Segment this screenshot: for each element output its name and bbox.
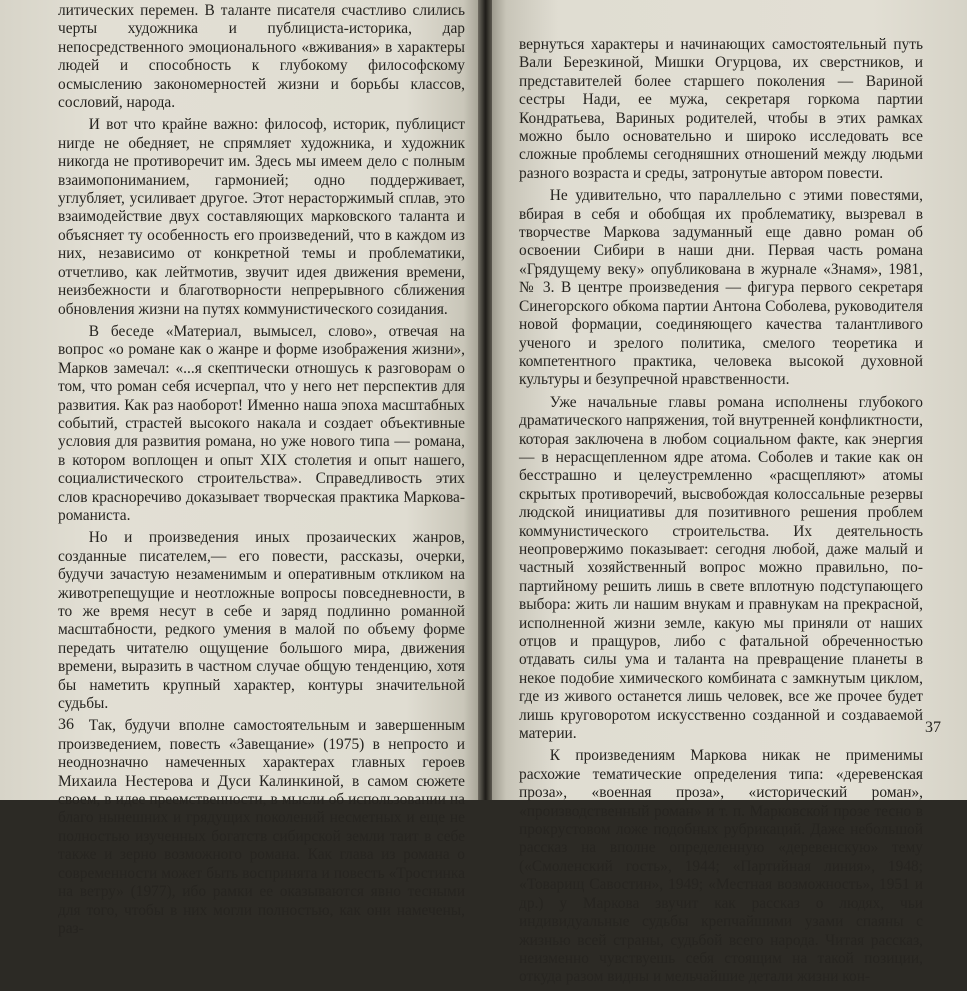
left-paragraph-5: Так, будучи вполне самостоятельным и завершенным произведением, повесть «Завещание» (1975) в непросто и неоднозначно намеченных характерах главных героев Михаила Нестерова и Дуси Калинкиной, в самом сюжете своем, в идее преемственности, в мысли об использовании на благо нынешних и грядущих поколений несметных и еще не полностью изученных богатств сибирской земли таит в себе также и зерно возможного романа. Как глава из романа о современности может быть воспринята и повесть «Тростинка на ветру» (1977), ибо рамки ее оказываются явно тесными для того, чтобы в них могли полностью, как они намечены, раз- (58, 717, 465, 937)
book-gutter (478, 0, 492, 800)
right-paragraph-2: Не удивительно, что параллельно с этими повестями, вбирая в себя и обобщая их проблематику, вызревал в творчестве Маркова задуманный еще давно роман об освоении Сибири в наши дни. Первая часть романа «Грядущему веку» опубликована в журнале «Знамя», 1981, № 3. В центре произведения — фигура первого секретаря Синегорского обкома партии Антона Соболева, руководителя новой формации, соединяющего качества талантливого ученого и зрелого политика, смелого теоретика и компетентного практика, человека высокой духовной культуры и безупречной нравственности. (519, 187, 923, 389)
left-page-text (58, 2, 465, 942)
left-paragraph-1: литических перемен. В таланте писателя счастливо слились черты художника и публициста-историка, дар непосредственного эмоционального «вживания» в характеры людей и способность к глубокому философскому осмыслению закономерностей жизни и борьбы классов, сословий, народа. (58, 2, 465, 112)
left-paragraph-4: Но и произведения иных прозаических жанров, созданные писателем,— его повести, рассказы, очерки, будучи зачастую незаменимым и оперативным откликом на животрепещущие и неотложные вопросы повседневности, в то же время несут в себе и заряд подлинно романной масштабности, редкого умения в малой по объему форме передать читателю ощущение большого мира, движения времени, выразить в частном случае общую тенденцию, хотя бы наметить крупный характер, контуры значительной судьбы. (58, 529, 465, 713)
right-paragraph-1: вернуться характеры и начинающих самостоятельный путь Вали Березкиной, Мишки Огурцова, их сверстников, и представителей более старшего поколения — Вариной сестры Нади, ее мужа, секретаря горкома партии Кондратьева, Вариных родителей, чтобы в этих рамках можно было основательно и широко исследовать все сложные проблемы сегодняшних отношений между людьми разного возраста и среды, затронутые автором повести. (519, 36, 923, 182)
left-paragraph-3: В беседе «Материал, вымысел, слово», отвечая на вопрос «о романе как о жанре и форме изображения жизни», Марков замечал: «...я скептически отношусь к разговорам о том, что роман себя исчерпал, что у него нет перспектив для развития. Как раз наоборот! Именно наша эпоха масштабных событий, страстей высокого накала и создает объективные условия для развития романа, но уже нового типа — романа, в котором воплощен и опыт XIX столетия и опыт нашего, социалистического строительства». Справедливость этих слов красноречиво доказывает творческая практика Маркова-романиста. (58, 322, 465, 524)
left-paragraph-2: И вот что крайне важно: философ, историк, публицист нигде не обедняет, не спрямляет художника, и художник никогда не противоречит им. Здесь мы имеем дело с полным взаимопониманием, гармонией; одно поддерживает, углубляет, усиливает другое. Этот нерасторжимый сплав, это взаимодействие двух составляющих марковского таланта и объясняет ту особенность его произведений, что в каждом из них, независимо от конкретной темы и проблематики, отчетливо, как лейтмотив, звучит идея движения времени, неизбежности и благотворности непрерывного сближения обновления жизни на путях коммунистического созидания. (58, 116, 465, 318)
left-page (0, 0, 478, 937)
right-paragraph-3: Уже начальные главы романа исполнены глубокого драматического напряжения, той внутренней конфликтности, которая заключена в любом социальном факте, как энергия — в нерасщепленном ядре атома. Соболев и такие как он бесстрашно и целеустремленно «расщепляют» атомы скрытых противоречий, высвобождая колоссальные резервы людской инициативы для позитивного решения проблем коммунистического строительства. Их деятельность неопровержимо показывает: сегодня любой, даже малый и частный хозяйственный вопрос можно правильно, по-партийному решить лишь в свете вплотную подступающего выбора: жить ли нашим внукам и правнукам на прекрасной, исполненной жизни земле, какую мы приняли от наших отцов и пращуров, либо с фатальной обреченностью отдавать силы ума и таланта на превращение планеты в некое подобие химического комбината с замкнутым циклом, где из живого останется лишь человек, все же прочее будет лишь круговоротом искусственно созданной и создаваемой материи. (519, 393, 923, 743)
right-page-text (519, 36, 923, 991)
right-page-number: 37 (925, 719, 941, 736)
right-page (492, 0, 967, 986)
left-page-number: 36 (58, 716, 74, 733)
right-paragraph-4: К произведениям Маркова никак не применимы расхожие тематические определения типа: «деревенская проза», «военная проза», «исторический роман», «производственный роман» и т. п. Марковской прозе тесно в прокрустовом ложе подобных рубрикаций. Даже небольшой рассказ на вполне определенную «деревенскую» тему («Смоленский гость», 1944; «Партийная линия», 1948; «Товарищ Савостин», 1949; «Местная возможность», 1951 и др.) у Маркова звучит как рассказ о людях, чьи индивидуальные судьбы крепчайшими узами спаяны с жизнью всей страны, судьбой всего народа. Читая рассказ, неизменно чувствуешь себя стоящим на такой позиции, откуда разом видны и мельчайшие детали жизни кон- (519, 747, 923, 986)
